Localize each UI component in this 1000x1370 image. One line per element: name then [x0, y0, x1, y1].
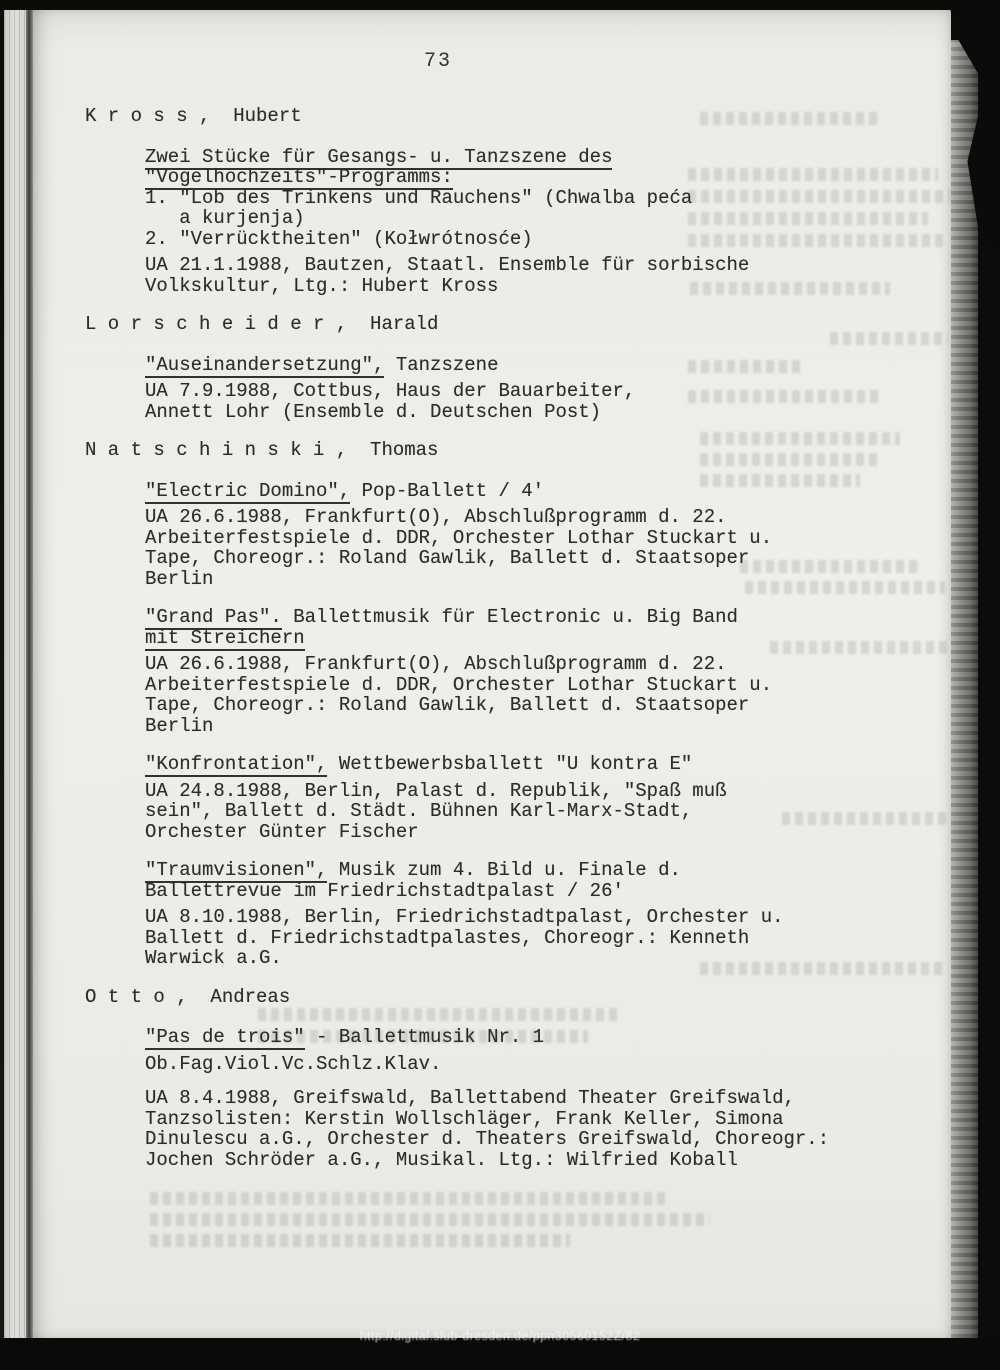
page-edge-strip-left	[4, 8, 26, 1338]
work-details	[145, 255, 915, 296]
text-segment: Annett Lohr (Ensemble d. Deutschen Post)	[145, 400, 602, 423]
text-segment: UA 26.6.1988, Frankfurt(O), Abschlußprogramm d. 22.	[145, 653, 727, 675]
text-line	[145, 208, 915, 229]
text-segment: Musik zum 4. Bild u. Finale d.	[327, 859, 681, 881]
ghost-text	[150, 1234, 570, 1247]
text-segment: UA 21.1.1988, Bautzen, Staatl. Ensemble für sorbische	[145, 254, 750, 276]
text-segment: 2. "Verrücktheiten" (Kołwrótnosće)	[145, 227, 533, 250]
text-segment: UA 26.6.1988, Frankfurt(O), Abschlußprogramm d. 22.	[145, 506, 727, 528]
text-line	[145, 801, 915, 822]
work-details	[145, 907, 915, 969]
text-line	[145, 481, 915, 502]
work-item	[145, 355, 915, 423]
text-segment: Wettbewerbsballett "U kontra E"	[327, 753, 693, 775]
works-list	[145, 355, 915, 423]
text-segment: - Ballettmusik Nr. 1	[304, 1026, 545, 1048]
ghost-text	[150, 1192, 670, 1205]
underlined-segment: "Vogelhochzeits"-Programms:	[145, 166, 453, 188]
book-gutter-line	[26, 8, 33, 1338]
text-segment: Berlin	[145, 567, 214, 590]
text-line	[145, 628, 915, 649]
work-item	[145, 607, 915, 736]
work-item	[145, 754, 915, 842]
text-segment: Tanzsolisten: Kerstin Wollschläger, Frank Keller, Simona	[145, 1107, 784, 1130]
page-number: 73	[424, 50, 453, 73]
work-title	[145, 754, 915, 775]
text-line	[145, 355, 915, 376]
text-line	[145, 402, 915, 423]
text-line	[145, 1150, 915, 1171]
text-line	[145, 675, 915, 696]
text-line	[145, 716, 915, 737]
text-line	[145, 695, 915, 716]
watermark-url: http://digital.slub-dresden.de/ppn30560152Z/82	[359, 1329, 641, 1343]
ghost-text	[150, 1213, 710, 1226]
text-segment: Berlin	[145, 714, 214, 737]
text-line	[145, 188, 915, 209]
work-instrumentation	[145, 1054, 915, 1075]
text-line	[145, 654, 915, 675]
text-line	[145, 147, 915, 168]
text-line	[145, 1109, 915, 1130]
page-edge-strip-right	[951, 40, 978, 1338]
catalog-entry	[85, 987, 915, 1171]
text-segment: Warwick a.G.	[145, 947, 282, 969]
work-details	[145, 781, 915, 843]
work-item	[145, 1027, 915, 1170]
text-segment: Jochen Schröder a.G., Musikal. Ltg.: Wilfried Koball	[145, 1148, 738, 1171]
text-line	[145, 754, 915, 775]
work-item	[145, 481, 915, 590]
text-segment: Volkskultur, Ltg.: Hubert Kross	[145, 274, 499, 297]
work-details	[145, 381, 915, 422]
text-segment: UA 8.4.1988, Greifswald, Ballettabend Theater Greifswald,	[145, 1087, 795, 1109]
text-line	[145, 607, 915, 628]
text-line	[145, 276, 915, 297]
work-title	[145, 481, 915, 502]
work-details	[145, 654, 915, 736]
underlined-segment: "Traumvisionen",	[145, 859, 328, 881]
text-segment: Ballettmusik für Electronic u. Big Band	[281, 606, 738, 628]
work-title	[145, 147, 915, 250]
text-line	[145, 907, 915, 928]
text-segment: Arbeiterfestspiele d. DDR, Orchester Lothar Stuckart u.	[145, 526, 773, 549]
text-segment: Arbeiterfestspiele d. DDR, Orchester Lothar Stuckart u.	[145, 673, 773, 696]
works-list	[145, 481, 915, 969]
text-segment: Dinulescu a.G., Orchester d. Theaters Greifswald, Choreogr.:	[145, 1128, 830, 1150]
text-segment: 1. "Lob des Trinkens und Rauchens" (Chwalba peća	[145, 186, 693, 209]
text-segment: UA 7.9.1988, Cottbus, Haus der Bauarbeiter,	[145, 380, 636, 402]
catalog-entry	[85, 314, 915, 422]
text-segment: sein", Ballett d. Städt. Bühnen Karl-Marx-Stadt,	[145, 800, 693, 822]
composer-name: K r o s s , Hubert	[85, 105, 302, 127]
work-title	[145, 1027, 915, 1048]
work-title	[145, 860, 915, 901]
text-line	[145, 822, 915, 843]
text-line	[145, 781, 915, 802]
scan-top-bar	[0, 0, 1000, 10]
text-line	[145, 1027, 915, 1048]
text-segment: Ballett d. Friedrichstadtpalastes, Choreogr.: Kenneth	[145, 926, 750, 949]
text-line	[145, 1088, 915, 1109]
text-line	[145, 928, 915, 949]
work-details	[145, 507, 915, 589]
underlined-segment: "Konfrontation",	[145, 753, 328, 775]
underlined-segment: "Auseinandersetzung",	[145, 353, 385, 376]
work-title	[145, 607, 915, 648]
text-segment: Tanzszene	[384, 353, 499, 376]
underlined-segment: "Electric Domino",	[145, 479, 351, 502]
text-segment: UA 8.10.1988, Berlin, Friedrichstadtpalast, Orchester u.	[145, 906, 784, 928]
composer-name: L o r s c h e i d e r , Harald	[85, 313, 439, 335]
text-line	[145, 1129, 915, 1150]
catalog-entry	[85, 440, 915, 969]
text-segment: Ballettrevue im Friedrichstadtpalast / 26'	[145, 879, 624, 902]
text-segment: Ob.Fag.Viol.Vc.Schlz.Klav.	[145, 1052, 442, 1075]
text-line	[145, 948, 915, 969]
catalog-entry	[85, 106, 915, 296]
entries	[85, 106, 915, 1188]
text-line	[145, 167, 915, 188]
underlined-segment: Zwei Stücke für Gesangs- u. Tanzszene des	[145, 145, 613, 168]
text-line	[145, 548, 915, 569]
text-segment: Tape, Choreogr.: Roland Gawlik, Ballett d. Staatsoper	[145, 694, 750, 716]
underlined-segment: "Grand Pas".	[145, 606, 282, 628]
work-item	[145, 147, 915, 297]
composer-name: N a t s c h i n s k i , Thomas	[85, 439, 439, 461]
text-line	[145, 229, 915, 250]
work-title	[145, 355, 915, 376]
text-line	[145, 255, 915, 276]
text-segment: UA 24.8.1988, Berlin, Palast d. Republik, "Spaß muß	[145, 779, 727, 802]
work-item	[145, 860, 915, 969]
work-details	[145, 1088, 915, 1170]
works-list	[145, 147, 915, 297]
text-segment: Tape, Choreogr.: Roland Gawlik, Ballett d. Staatsoper	[145, 547, 750, 569]
text-segment: Pop-Ballett / 4'	[350, 479, 545, 502]
works-list	[145, 1027, 915, 1170]
text-segment: Orchester Günter Fischer	[145, 820, 419, 843]
text-line	[145, 507, 915, 528]
underlined-segment: "Pas de trois"	[145, 1026, 305, 1048]
text-line	[145, 1054, 915, 1075]
text-segment: a kurjenja)	[145, 207, 305, 229]
text-line	[145, 569, 915, 590]
text-line	[145, 860, 915, 881]
text-line	[145, 381, 915, 402]
text-line	[145, 528, 915, 549]
text-line	[145, 881, 915, 902]
composer-name: O t t o , Andreas	[85, 985, 291, 1008]
underlined-segment: mit Streichern	[145, 626, 305, 649]
